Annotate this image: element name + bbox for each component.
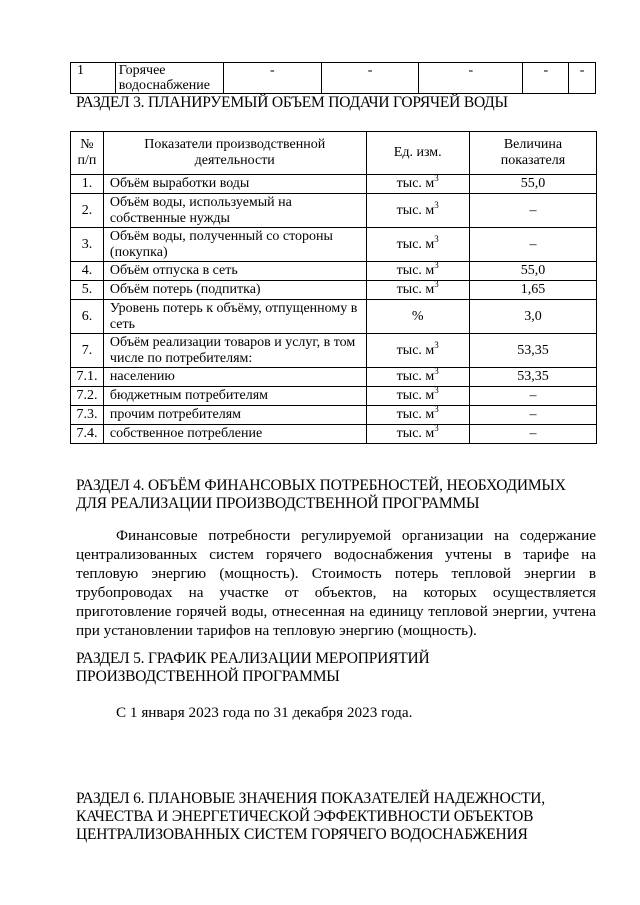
unit-superscript: 3 (434, 279, 439, 289)
row-unit (366, 175, 469, 194)
previous-table-fragment (70, 62, 596, 94)
row-value: 53,35 (469, 334, 596, 368)
table-cell: - (523, 63, 569, 94)
table-row (71, 300, 597, 334)
row-unit (366, 228, 469, 262)
row-label (115, 63, 223, 94)
section4-title-line2: ДЛЯ РЕАЛИЗАЦИИ ПРОИЗВОДСТВЕННОЙ ПРОГРАММЫ (76, 495, 480, 512)
row-unit (366, 281, 469, 300)
row-number: 6. (71, 300, 104, 334)
row-indicator: Объём выработки воды (103, 175, 366, 194)
table-row (71, 281, 597, 300)
unit-superscript: 3 (434, 366, 439, 376)
row-value: – (469, 387, 596, 406)
unit-superscript: 3 (434, 199, 439, 210)
col-header-num: № п/п (71, 132, 104, 175)
unit-text: тыс. м (396, 407, 435, 422)
row-unit (366, 406, 469, 425)
row-number: 7.2. (71, 387, 104, 406)
section5-title-line1: РАЗДЕЛ 5. ГРАФИК РЕАЛИЗАЦИИ МЕРОПРИЯТИЙ (76, 650, 430, 667)
row-indicator: Объём воды, полученный со стороны (покупка) (103, 228, 366, 262)
unit-text: тыс. м (396, 388, 435, 403)
row-number: 7.3. (71, 406, 104, 425)
table-row (71, 406, 597, 425)
row-value: 53,35 (469, 368, 596, 387)
table-cell: - (569, 63, 596, 94)
table-cell: - (223, 63, 321, 94)
table-row (71, 228, 597, 262)
row-number: 1. (71, 175, 104, 194)
table-row (71, 387, 597, 406)
unit-superscript: 3 (434, 260, 439, 270)
row-value: 55,0 (469, 175, 596, 194)
table-row (71, 425, 597, 444)
row-indicator: населению (103, 368, 366, 387)
row-number: 7.1. (71, 368, 104, 387)
col-header-indicator: Показатели производственной деятельности (103, 132, 366, 175)
row-indicator: Объём реализации товаров и услуг, в том числе по потребителям: (103, 334, 366, 368)
section4-title (76, 477, 566, 513)
table-cell: - (321, 63, 418, 94)
row-indicator: Объём воды, используемый на собственные нужды (103, 194, 366, 228)
col-header-unit: Ед. изм. (366, 132, 469, 175)
row-value: 3,0 (469, 300, 596, 334)
section5-title (76, 650, 430, 686)
row-number: 4. (71, 262, 104, 281)
unit-text: тыс. м (396, 176, 435, 191)
row-value: – (469, 406, 596, 425)
production-volume-table (70, 131, 597, 444)
section4-title-line1: РАЗДЕЛ 4. ОБЪЁМ ФИНАНСОВЫХ ПОТРЕБНОСТЕЙ, НЕОБХОДИМЫХ (76, 477, 566, 494)
row-unit (366, 368, 469, 387)
table-row (71, 194, 597, 228)
row-indicator: Уровень потерь к объёму, отпущенному в сеть (103, 300, 366, 334)
row-label-line2: водоснабжение (118, 78, 210, 93)
col-header-value: Величина показателя (469, 132, 596, 175)
unit-text: % (411, 308, 424, 324)
row-value: 55,0 (469, 262, 596, 281)
section6-title-line1: РАЗДЕЛ 6. ПЛАНОВЫЕ ЗНАЧЕНИЯ ПОКАЗАТЕЛЕЙ НАДЕЖНОСТИ, (76, 790, 545, 807)
unit-superscript: 3 (434, 404, 439, 414)
table-row (71, 334, 597, 368)
section4-text: Финансовые потребности регулируемой организации на содержание централизованных систем горячего водоснабжения учтены в тарифе на тепловую энергию (мощность). Стоимость потерь тепловой энергии в трубопроводах на участке от объектов, на которых осуществляется приготовление горячей воды, отнесенная на единицу тепловой энергии, учтена при установлении тарифов на тепловую энергию (мощность). (76, 527, 596, 639)
row-unit (366, 334, 469, 368)
row-number: 3. (71, 228, 104, 262)
section5-title-line2: ПРОИЗВОДСТВЕННОЙ ПРОГРАММЫ (76, 668, 340, 685)
row-indicator: собственное потребление (103, 425, 366, 444)
table-row (71, 368, 597, 387)
row-indicator: бюджетным потребителям (103, 387, 366, 406)
unit-superscript: 3 (434, 173, 439, 183)
row-value: – (469, 194, 596, 228)
unit-superscript: 3 (434, 385, 439, 395)
table-header-row (71, 132, 597, 175)
row-value: 1,65 (469, 281, 596, 300)
unit-superscript: 3 (434, 233, 439, 244)
section6-title-line2: КАЧЕСТВА И ЭНЕРГЕТИЧЕСКОЙ ЭФФЕКТИВНОСТИ ОБЪЕКТОВ (76, 808, 534, 825)
row-value: – (469, 425, 596, 444)
table-row (71, 262, 597, 281)
unit-superscript: 3 (434, 339, 439, 350)
row-number: 5. (71, 281, 104, 300)
unit-text: тыс. м (396, 202, 435, 218)
table-row (71, 175, 597, 194)
row-indicator: прочим потребителям (103, 406, 366, 425)
row-unit (366, 425, 469, 444)
unit-superscript: 3 (434, 423, 439, 433)
row-unit (366, 262, 469, 281)
row-indicator: Объём потерь (подпитка) (103, 281, 366, 300)
row-unit (366, 194, 469, 228)
unit-text: тыс. м (396, 282, 435, 297)
row-indicator: Объём отпуска в сеть (103, 262, 366, 281)
table-body (71, 175, 597, 444)
section4-paragraph (76, 526, 596, 640)
row-unit (366, 300, 469, 334)
unit-text: тыс. м (396, 426, 435, 441)
table-row (71, 63, 596, 94)
row-number: 2. (71, 194, 104, 228)
section6-title-line3: ЦЕНТРАЛИЗОВАННЫХ СИСТЕМ ГОРЯЧЕГО ВОДОСНАБЖЕНИЯ (76, 826, 528, 843)
table-cell: - (419, 63, 523, 94)
unit-text: тыс. м (396, 369, 435, 384)
row-number: 7.4. (71, 425, 104, 444)
section3-title: РАЗДЕЛ 3. ПЛАНИРУЕМЫЙ ОБЪЕМ ПОДАЧИ ГОРЯЧЕЙ ВОДЫ (76, 94, 508, 111)
unit-text: тыс. м (396, 263, 435, 278)
unit-text: тыс. м (396, 342, 435, 358)
section6-title (76, 790, 545, 844)
unit-text: тыс. м (396, 236, 435, 252)
row-value: – (469, 228, 596, 262)
row-label-line1: Горячее (118, 63, 166, 78)
row-unit (366, 387, 469, 406)
row-number: 7. (71, 334, 104, 368)
row-number: 1 (71, 63, 116, 94)
section5-text: С 1 января 2023 года по 31 декабря 2023 года. (116, 704, 413, 721)
